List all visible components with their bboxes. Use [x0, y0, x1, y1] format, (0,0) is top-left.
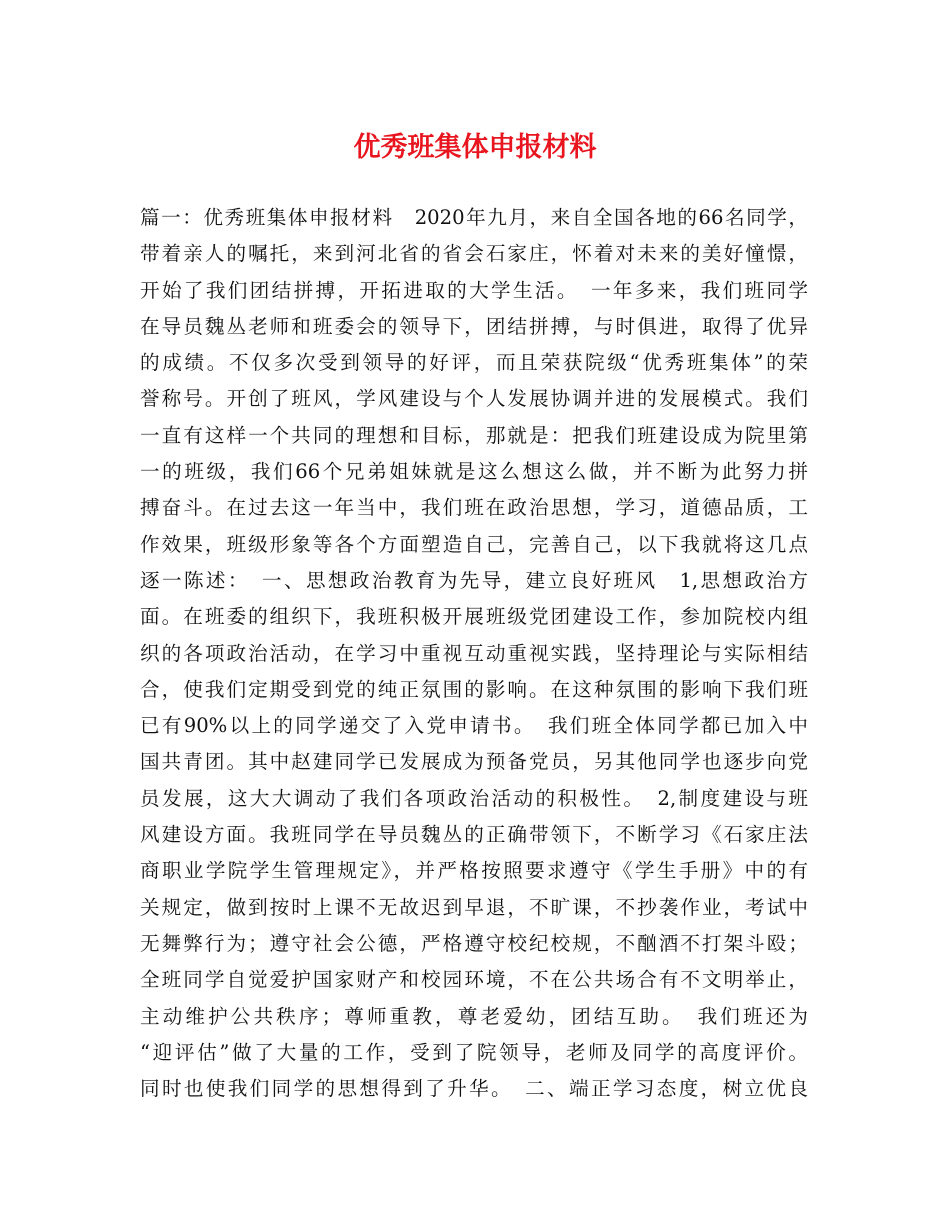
body-line: 誉称号。开创了班风，学风建设与个人发展协调并进的发展模式。我们 [140, 387, 808, 411]
body-line: 篇一：优秀班集体申报材料 2020年九月，来自全国各地的66名同学， [140, 206, 808, 229]
body-line: 主动维护公共秩序；尊师重教，尊老爱幼，团结互助。 我们班还为 [140, 1004, 808, 1028]
body-line: 一直有这样一个共同的理想和目标，那就是：把我们班建设成为院里第 [140, 423, 808, 447]
body-line: 作效果，班级形象等各个方面塑造自己，完善自己，以下我就将这几点 [140, 532, 808, 556]
body-line: 在导员魏丛老师和班委会的领导下，团结拼搏，与时俱进，取得了优异 [140, 314, 808, 338]
body-line: 同时也使我们同学的思想得到了升华。 二、端正学习态度，树立优良 [140, 1077, 808, 1101]
body-line: 关规定，做到按时上课不无故迟到早退，不旷课，不抄袭作业，考试中 [140, 895, 808, 919]
body-line: 全班同学自觉爱护国家财产和校园环境，不在公共场合有不文明举止， [140, 968, 808, 992]
body-line: 商职业学院学生管理规定》，并严格按照要求遵守《学生手册》中的有 [140, 859, 808, 883]
body-line: “迎评估”做了大量的工作，受到了院领导，老师及同学的高度评价。 [140, 1040, 808, 1064]
body-line: 合，使我们定期受到党的纯正氛围的影响。在这种氛围的影响下我们班 [140, 677, 808, 701]
body-line: 员发展，这大大调动了我们各项政治活动的积极性。 2,制度建设与班 [140, 786, 808, 810]
body-line: 无舞弊行为；遵守社会公德，严格遵守校纪校规，不酗酒不打架斗殴； [140, 931, 808, 955]
document-body [140, 200, 808, 1107]
document-title: 优秀班集体申报材料 [353, 132, 597, 163]
body-line: 一的班级，我们66个兄弟姐妹就是这么想这么做，并不断为此努力拼 [140, 460, 808, 484]
body-line: 逐一陈述： 一、思想政治教育为先导，建立良好班风 1,思想政治方 [140, 568, 808, 592]
body-line: 国共青团。其中赵建同学已发展成为预备党员，另其他同学也逐步向党 [140, 750, 808, 774]
body-line: 开始了我们团结拼搏，开拓进取的大学生活。 一年多来，我们班同学 [140, 278, 808, 302]
body-line: 风建设方面。我班同学在导员魏丛的正确带领下，不断学习《石家庄法 [140, 823, 808, 847]
body-line: 面。在班委的组织下，我班积极开展班级党团建设工作，参加院校内组 [140, 605, 808, 629]
body-line: 织的各项政治活动，在学习中重视互动重视实践，坚持理论与实际相结 [140, 641, 808, 665]
body-line: 的成绩。不仅多次受到领导的好评，而且荣获院级“优秀班集体”的荣 [140, 351, 808, 375]
body-line: 搏奋斗。在过去这一年当中，我们班在政治思想，学习，道德品质，工 [140, 496, 808, 520]
body-line: 带着亲人的嘱托，来到河北省的省会石家庄，怀着对未来的美好憧憬， [140, 242, 808, 266]
body-line: 已有90%以上的同学递交了入党申请书。 我们班全体同学都已加入中 [140, 714, 808, 738]
